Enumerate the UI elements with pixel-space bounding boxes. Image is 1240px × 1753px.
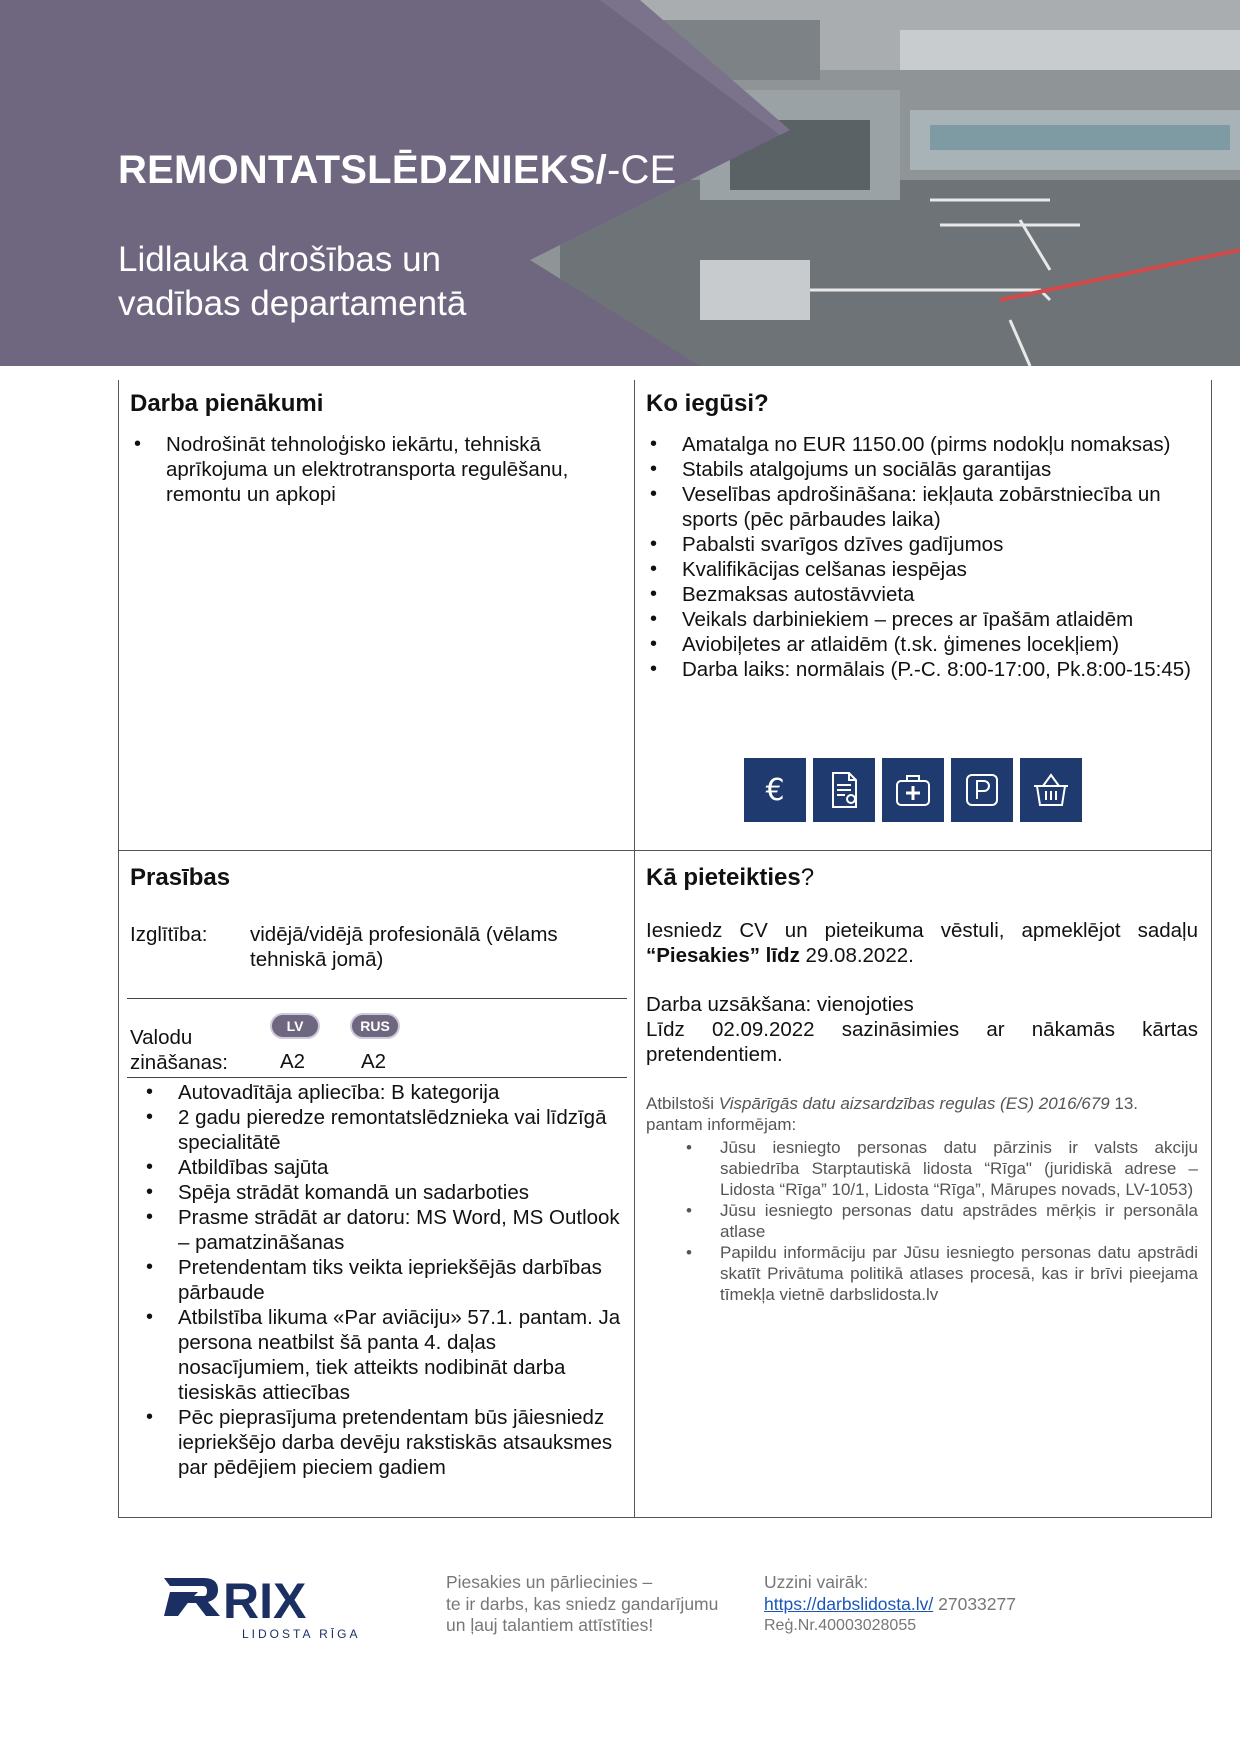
list-item: • Pretendentam tiks veikta iepriekšējās darbības pārbaude xyxy=(142,1255,632,1305)
list-item: • Amatalga no EUR 1150.00 (pirms nodokļu nomaksas) xyxy=(646,432,1201,457)
list-item: • Veselības apdrošināšana: iekļauta zobārstniecība un sports (pēc pārbaudes laika) xyxy=(646,482,1201,532)
list-item: • Veikals darbiniekiem – preces ar īpašām atlaidēm xyxy=(646,607,1201,632)
list-item: • Aviobiļetes ar atlaidēm (t.sk. ģimenes locekļiem) xyxy=(646,632,1201,657)
svg-text:RIX: RIX xyxy=(223,1573,307,1629)
apply-instructions: Iesniedz CV un pieteikuma vēstuli, apmeklējot sadaļu “Piesakies” līdz 29.08.2022. xyxy=(646,919,1198,967)
duties-heading: Darba pienākumi xyxy=(130,390,324,417)
language-badge-lv: LV xyxy=(270,1013,320,1039)
language-level-rus: A2 xyxy=(361,1050,387,1073)
job-title: REMONTATSLĒDZNIEKS/-CE xyxy=(118,148,677,192)
footer-contacts: Uzzini vairāk: https://darbslidosta.lv/ 27033277 Reģ.Nr.40003028055 xyxy=(764,1572,1016,1637)
column-divider xyxy=(634,380,635,1518)
rix-logo xyxy=(160,1568,365,1640)
divider xyxy=(127,1077,627,1078)
list-item: • Stabils atalgojums un sociālās garantijas xyxy=(646,457,1201,482)
list-item: • Atbildības sajūta xyxy=(142,1155,632,1180)
language-label: Valodu zināšanas: xyxy=(130,1026,229,1074)
language-badge-rus: RUS xyxy=(350,1013,400,1039)
divider xyxy=(127,998,627,999)
benefits-list xyxy=(646,432,1201,682)
list-item: • Darba laiks: normālais (P.-C. 8:00-17:00, Pk.8:00-15:45) xyxy=(646,657,1201,682)
medical-kit-icon xyxy=(882,758,944,822)
apply-heading: Kā pieteikties? xyxy=(646,864,815,891)
list-item: • Jūsu iesniegto personas datu apstrādes mērķis ir personāla atlase xyxy=(646,1200,1198,1242)
list-item: • 2 gadu pieredze remontatslēdznieka vai līdzīgā specialitātē xyxy=(142,1105,632,1155)
list-item: • Pēc pieprasījuma pretendentam būs jāiesniedz iepriekšējo darba devēju rakstiskās atsauksmes par pēdējiem pieciem gadiem xyxy=(142,1405,632,1480)
apply-section xyxy=(646,864,1198,1305)
list-item: • Autovadītāja apliecība: B kategorija xyxy=(142,1080,632,1105)
requirements-list xyxy=(142,1080,632,1480)
list-item: • Spēja strādāt komandā un sadarboties xyxy=(142,1180,632,1205)
registration-number: Reģ.Nr.40003028055 xyxy=(764,1617,917,1634)
svg-text:LIDOSTA RĪGA: LIDOSTA RĪGA xyxy=(242,1627,361,1640)
list-item: • Atbilstība likuma «Par aviāciju» 57.1. pantam. Ja persona neatbilst šā panta 4. daļas nosacījumiem, tiek atteikts nodibināt darba tiesiskās attiecības xyxy=(142,1305,632,1405)
document-icon xyxy=(813,758,875,822)
contact-info: Līdz 02.09.2022 sazināsimies ar nākamās kārtas pretendentiem. xyxy=(646,1018,1198,1066)
gdpr-notice: Atbilstoši Vispārīgās datu aizsardzības regulas (ES) 2016/679 13. pantam informējam: • Jūsu iesniegto personas datu pārzinis ir valsts akciju sabiedrība Starptautiskā lidosta “Rīga" (juridiskā adrese – Lidosta “Rīga” 10/1, Lidosta “Rīga”, Mārupes novads, LV-1053) • Jūsu iesniegto personas datu apstrādes mērķis ir personāla atlase • Papildu informāciju par Jūsu iesniegto personas datu apstrādi skatīt Privātuma politikā atlases procesā, kas ir brīvi pieejama tīmekļa vietnē darbslidosta.lv xyxy=(646,1093,1198,1305)
parking-icon xyxy=(951,758,1013,822)
benefits-section xyxy=(646,390,1201,682)
requirements-list-box xyxy=(142,1080,632,1480)
requirements-heading: Prasības xyxy=(130,864,231,891)
list-item: • Papildu informāciju par Jūsu iesniegto personas datu apstrādi skatīt Privātuma politikā atlases procesā, kas ir brīvi pieejama tīmekļa vietnē darbslidosta.lv xyxy=(646,1242,1198,1305)
list-item: • Pabalsti svarīgos dzīves gadījumos xyxy=(646,532,1201,557)
list-item: • Jūsu iesniegto personas datu pārzinis ir valsts akciju sabiedrība Starptautiskā lidosta “Rīga" (juridiskā adrese – Lidosta “Rīga” 10/1, Lidosta “Rīga”, Mārupes novads, LV-1053) xyxy=(646,1137,1198,1200)
duties-list xyxy=(130,432,625,507)
start-date: Darba uzsākšana: vienojoties xyxy=(646,993,914,1016)
euro-icon xyxy=(744,758,806,822)
list-item: • Prasme strādāt ar datoru: MS Word, MS Outlook – pamatzināšanas xyxy=(142,1205,632,1255)
list-item: • Nodrošināt tehnoloģisko iekārtu, tehniskā aprīkojuma un elektrotransporta regulēšanu, remontu un apkopi xyxy=(130,432,625,507)
website-link[interactable]: https://darbslidosta.lv/ xyxy=(764,1593,934,1614)
department-subtitle: Lidlauka drošības un vadības departamentā xyxy=(118,240,467,323)
list-item: • Kvalifikācijas celšanas iespējas xyxy=(646,557,1201,582)
education-label: Izglītība: xyxy=(130,923,208,946)
shopping-basket-icon xyxy=(1020,758,1082,822)
language-level-lv: A2 xyxy=(280,1050,306,1073)
duties-section xyxy=(130,390,625,507)
benefit-icons xyxy=(744,758,1082,822)
gdpr-list xyxy=(646,1137,1198,1305)
requirements-section xyxy=(130,864,625,892)
list-item: • Bezmaksas autostāvvieta xyxy=(646,582,1201,607)
education-value: vidējā/vidējā profesionālā (vēlams tehniskā jomā) xyxy=(250,923,558,971)
header-banner xyxy=(0,0,1240,366)
phone-number: 27033277 xyxy=(938,1593,1016,1614)
footer-slogan: Piesakies un pārliecinies – te ir darbs, kas sniedz gandarījumu un ļauj talantiem attīstīties! xyxy=(446,1572,719,1635)
benefits-heading: Ko iegūsi? xyxy=(646,390,769,417)
svg-text:€: € xyxy=(765,773,785,807)
row-divider xyxy=(118,850,1212,851)
